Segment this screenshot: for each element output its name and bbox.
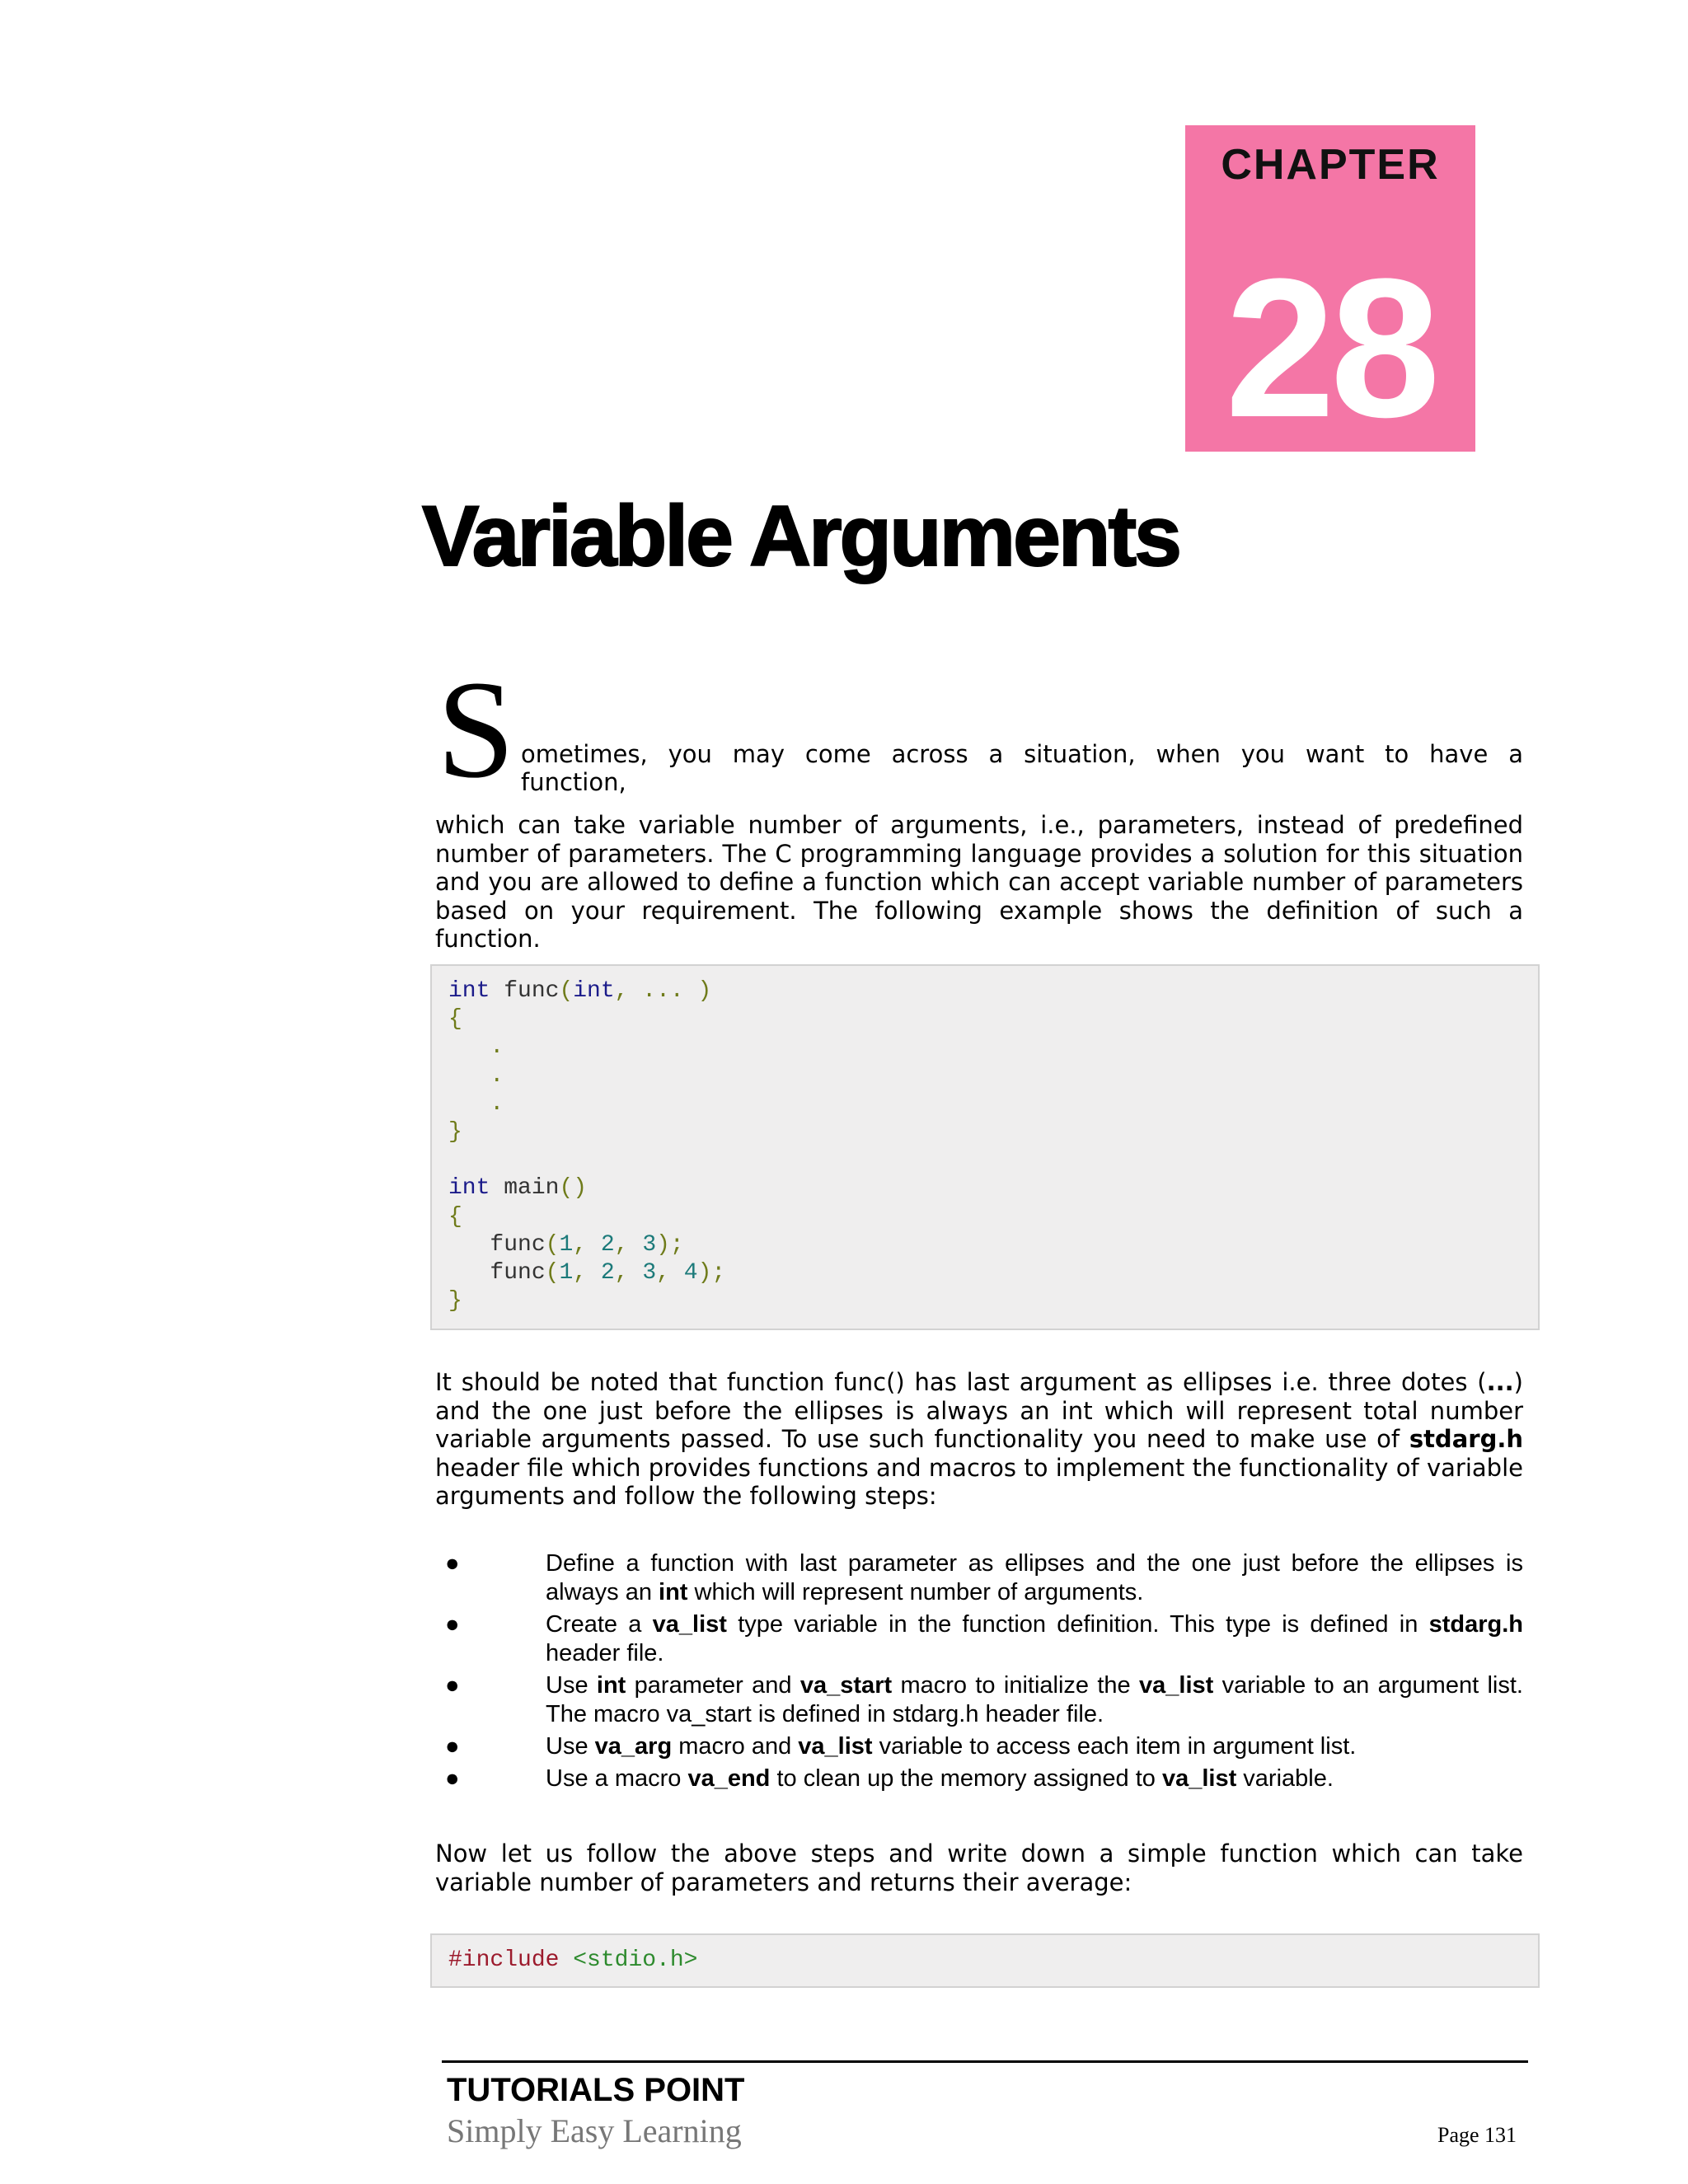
step-bold: int [596, 1672, 626, 1699]
bullet-icon: ● [445, 1765, 460, 1792]
chapter-number: 28 [1225, 237, 1436, 458]
para-text: ) and the one just before the ellipses is always an int which will represent total number variable arguments passed. To use such functionality you need to make use of [435, 1368, 1523, 1453]
step-text: Use [546, 1733, 595, 1760]
code-line: } [448, 1288, 462, 1315]
code-line: func(1, 2, 3); [448, 1231, 684, 1258]
header-bold: stdarg.h [1409, 1425, 1523, 1453]
step-text: type variable in the function definition. This type is defined in [726, 1611, 1429, 1638]
footer-rule [442, 2060, 1528, 2063]
step-text: Create a [546, 1611, 653, 1638]
step-text: macro to initialize the [892, 1672, 1140, 1699]
step-bold: va_list [652, 1611, 727, 1638]
code-line: { [448, 1203, 462, 1230]
para-text: header file which provides functions and macros to implement the functionality of variable arguments and follow the following steps: [435, 1453, 1523, 1510]
step-text: variable to access each item in argument list. [872, 1733, 1357, 1760]
code-line: . [448, 1062, 504, 1089]
page-title: Variable Arguments [422, 489, 1179, 584]
step-bold: va_list [1139, 1672, 1214, 1699]
bullet-icon: ● [445, 1672, 460, 1699]
step-text: Use [546, 1672, 597, 1699]
step-text: to clean up the memory assigned to [770, 1765, 1162, 1792]
step-text: which will represent number of arguments. [687, 1579, 1144, 1605]
code-line: . [448, 1090, 504, 1117]
footer-brand: TUTORIALS POINT [447, 2072, 745, 2108]
code-line: { [448, 1006, 462, 1033]
step-bold: va_list [798, 1733, 873, 1760]
list-item [435, 1765, 1523, 1793]
footer-tagline: Simply Easy Learning [447, 2112, 742, 2149]
code-line [448, 1146, 1538, 1174]
step-bold: va_list [1161, 1765, 1237, 1792]
bullet-icon: ● [445, 1550, 460, 1577]
para-text: It should be noted that function func() has last argument as ellipses i.e. three dotes ( [435, 1368, 1487, 1396]
step-text: header file. [546, 1640, 664, 1666]
list-item [435, 1610, 1523, 1668]
step-bold: va_arg [594, 1733, 673, 1760]
ellipses-paragraph [435, 1368, 1523, 1511]
drop-cap: S [437, 652, 515, 807]
include-header: <stdio.h> [573, 1947, 698, 1973]
list-item [435, 1671, 1523, 1729]
code-line: } [448, 1119, 462, 1146]
step-bold: va_end [687, 1765, 771, 1792]
list-item [435, 1732, 1523, 1761]
step-bold: int [659, 1579, 688, 1605]
code-block-func [430, 964, 1540, 1330]
code-line: . [448, 1034, 504, 1061]
intro-first-line: ometimes, you may come across a situation, when you want to have a function, [521, 740, 1523, 796]
bullet-icon: ● [445, 1611, 460, 1638]
step-text: Define a function with last parameter as ellipses and the one just before the ellipses is always an [546, 1550, 1523, 1605]
list-item [435, 1549, 1523, 1607]
bullet-icon: ● [445, 1733, 460, 1760]
code-line: int func(int, ... ) [448, 978, 712, 1004]
chapter-label: CHAPTER [1221, 141, 1440, 189]
step-text: parameter and [626, 1672, 800, 1699]
step-text: variable to an argument list. The macro va_start is defined in stdarg.h header file. [546, 1672, 1523, 1727]
steps-list [435, 1549, 1523, 1797]
page-number: Page 131 [1437, 2123, 1517, 2147]
chapter-badge [1185, 125, 1475, 458]
code-line: int main() [448, 1175, 588, 1202]
step-text: variable. [1236, 1765, 1334, 1792]
step-text: macro and [672, 1733, 799, 1760]
step-bold: stdarg.h [1428, 1611, 1523, 1638]
include-directive: #include [448, 1947, 560, 1973]
step-text: Use a macro [546, 1765, 688, 1792]
ellipsis-bold: ... [1486, 1368, 1514, 1396]
step-bold: va_start [799, 1672, 893, 1699]
average-intro-paragraph: Now let us follow the above steps and write down a simple function which can take variable number of parameters and returns their average: [435, 1840, 1523, 1896]
code-line: func(1, 2, 3, 4); [448, 1260, 726, 1286]
code-block-include [430, 1933, 1540, 1988]
intro-paragraph: which can take variable number of arguments, i.e., parameters, instead of predefined number of parameters. The C programming language provides a solution for this situation and you are allowed to define a function which can accept variable number of parameters based on your requirement. The following example shows the definition of such a function. [435, 811, 1523, 953]
